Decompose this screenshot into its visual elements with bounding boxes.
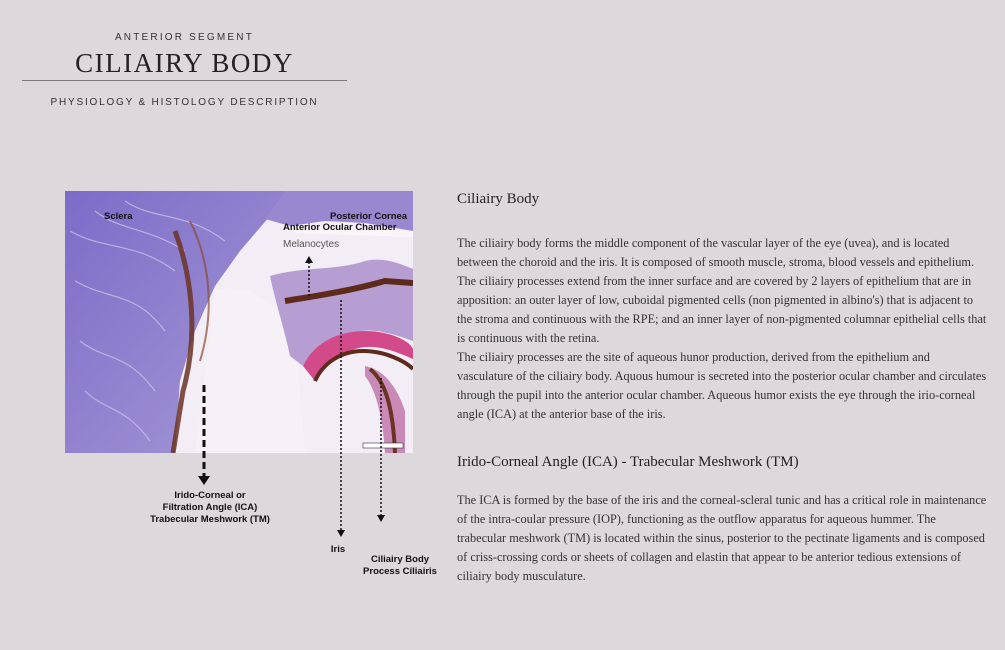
- section-kicker: ANTERIOR SEGMENT: [114, 32, 255, 43]
- page-subtitle: PHYSIOLOGY & HISTOLOGY DESCRIPTION: [50, 97, 319, 108]
- section-heading-ica-tm: Irido-Corneal Angle (ICA) - Trabecular Meshwork (TM): [457, 454, 799, 470]
- caption-ciliairy-body: [355, 554, 445, 578]
- section-body-ica-tm: [457, 491, 987, 586]
- label-sclera: Sclera: [104, 211, 133, 222]
- label-posterior-cornea: Posterior Cornea: [330, 211, 408, 222]
- caption-ica-line3: Trabecular Meshwork (TM): [150, 514, 270, 525]
- section-heading-ciliairy-body: Ciliairy Body: [457, 191, 540, 207]
- page-title: CILIAIRY BODY: [75, 48, 294, 78]
- section-body-ciliairy-body: [457, 234, 987, 424]
- label-anterior-ocular-chamber: Anterior Ocular Chamber: [283, 222, 397, 233]
- caption-cb-line1: Ciliairy Body: [370, 554, 430, 565]
- paragraph: The ciliairy processes are the site of aqueous hunor production, derived from the epithelium and vasculature of the ciliairy body. Aquous humour is secreted into the posterior ocular chamber and circulates through the pupil into the anterior ocular chamber. Aqueous humor exists the eye through the irio-corneal angle (ICA) at the anterior base of the iris.: [457, 350, 987, 421]
- paragraph: The ICA is formed by the base of the iris and the corneal-scleral tunic and has a critical role in maintenance of the intra-coular pressure (IOP), functioning as the outflow apparatus for aqueous hummer. The trabecular meshwork (TM) is located within the sinus, posterior to the pectinate ligaments and is composed of criss-crossing cords or sheets of collagen and elastin that appear to be anterior tedious extensions of ciliairy body musculature.: [457, 493, 987, 583]
- caption-ica-line2: Filtration Angle (ICA): [162, 502, 258, 513]
- caption-ica: [140, 490, 280, 526]
- caption-cb-line2: Process Ciliairis: [363, 566, 437, 577]
- caption-iris: Iris: [330, 544, 346, 555]
- label-melanocytes: Melanocytes: [283, 239, 340, 250]
- paragraph: The ciliairy body forms the middle component of the vascular layer of the eye (uvea), and is located between the choroid and the iris. It is composed of smooth muscle, stroma, blood vessels and epithelium. The ciliairy processes extend from the inner surface and are covered by 2 layers of epithelium that are in apposition: an outer layer of low, cuboidal pigmented cells (non pigmented in albino's) that is adjacent to the stroma and continuous with the RPE; and an inner layer of non-pigmented columnar epithelial cells that is continuous with the retina.: [457, 236, 987, 345]
- caption-ica-line1: Irido-Corneal or: [174, 490, 246, 501]
